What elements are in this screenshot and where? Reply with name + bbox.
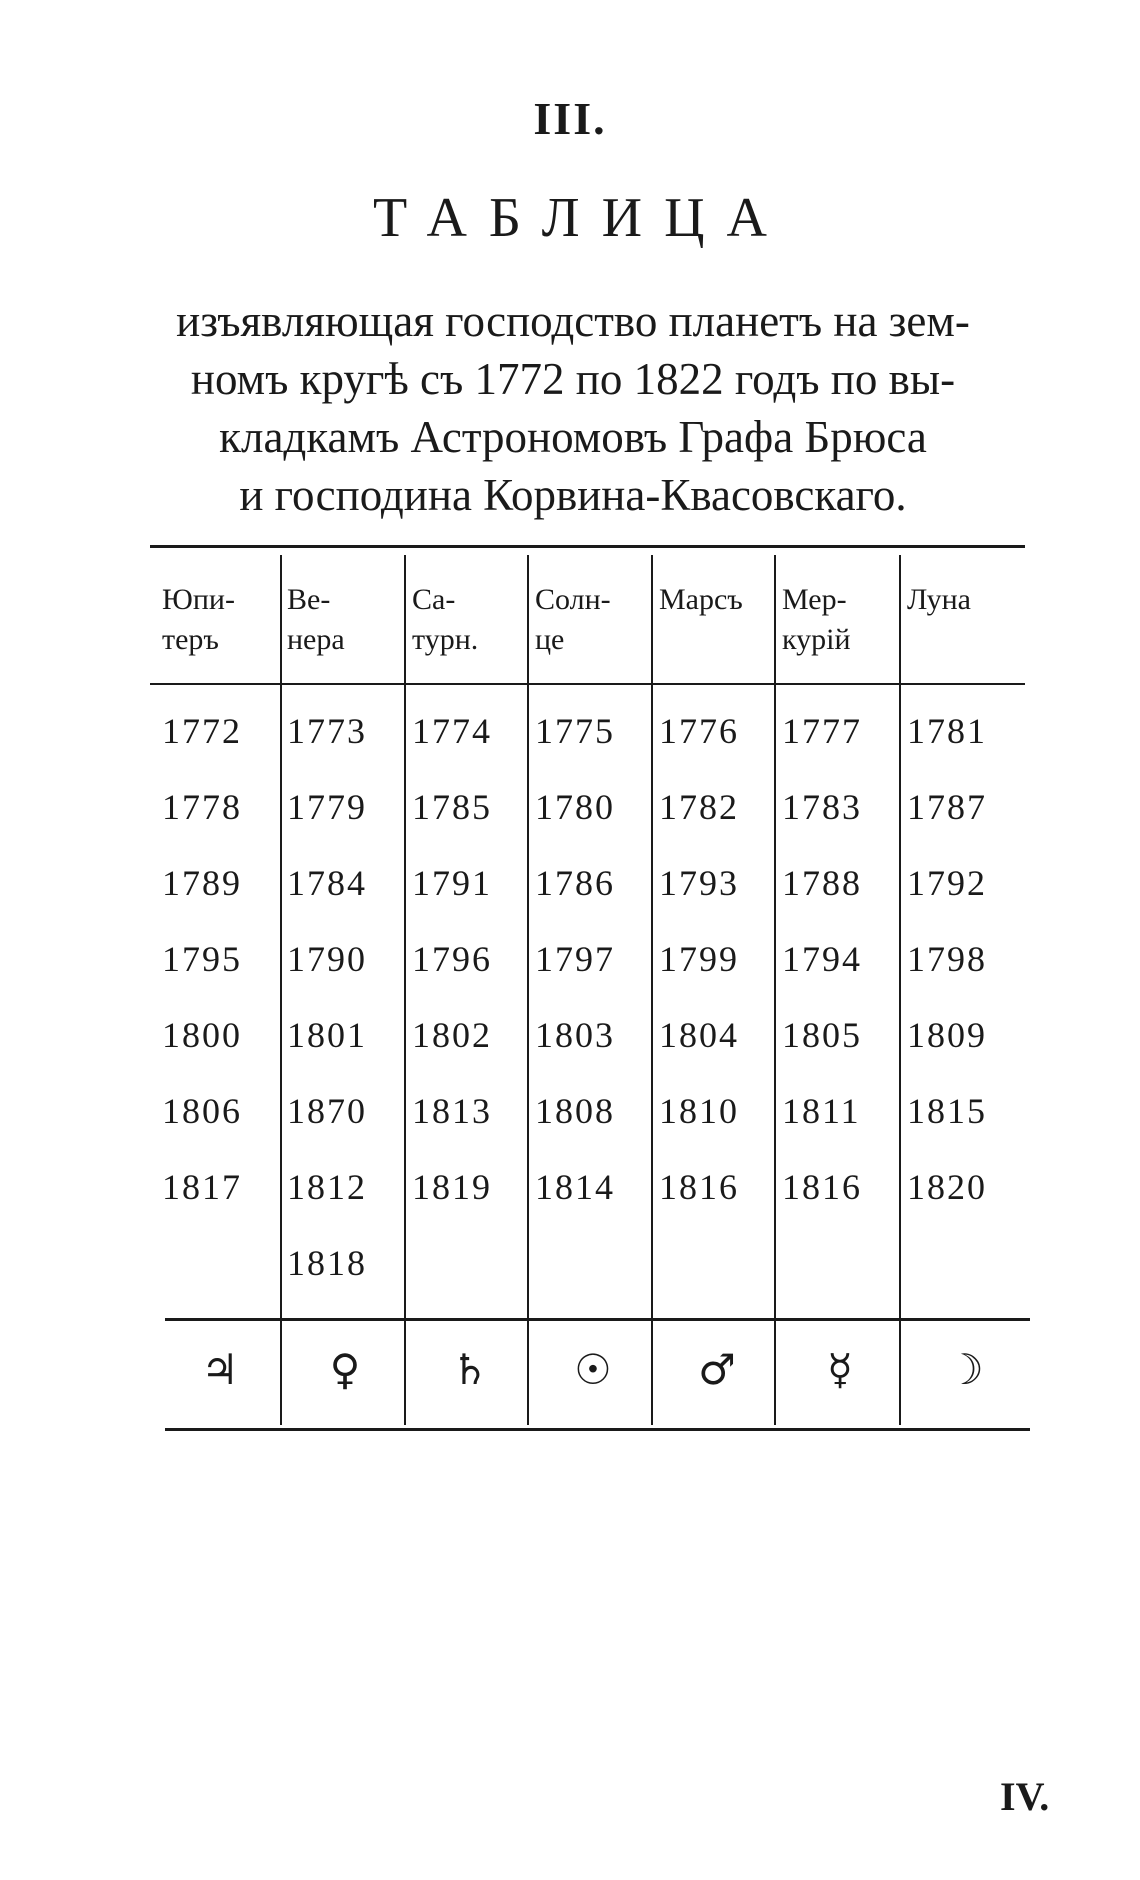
table-cell: 1788: [782, 863, 862, 903]
column-header-line: Марсъ: [659, 583, 743, 616]
column-divider: [899, 555, 901, 1425]
column-header-line: курій: [782, 623, 851, 656]
mercury-icon: ☿: [827, 1345, 853, 1394]
table-cell: 1800: [162, 1015, 242, 1055]
table-cell: 1785: [412, 787, 492, 827]
column-header-line: нера: [287, 623, 345, 656]
table-cell: 1778: [162, 787, 242, 827]
column-divider: [527, 555, 529, 1425]
table-top-rule: [150, 545, 1025, 548]
table-cell: 1783: [782, 787, 862, 827]
column-header: [907, 580, 971, 620]
page-title: ТАБЛИЦА: [373, 187, 789, 249]
table-cell: 1796: [412, 939, 492, 979]
table-cell: 1812: [287, 1167, 367, 1207]
table-cell: 1870: [287, 1091, 367, 1131]
table-cell: 1798: [907, 939, 987, 979]
subtitle-line-3: кладкамъ Астрономовъ Графа Брюса: [219, 412, 927, 462]
table-cell: 1777: [782, 711, 862, 751]
table-cell: 1793: [659, 863, 739, 903]
column-header-line: турн.: [412, 623, 479, 656]
table-cell: 1780: [535, 787, 615, 827]
table-cell: 1813: [412, 1091, 492, 1131]
table-cell: 1794: [782, 939, 862, 979]
column-header-line: Мер-: [782, 583, 847, 616]
moon-icon: ☽: [946, 1345, 984, 1394]
column-header-line: Солн-: [535, 583, 611, 616]
table-cell: 1781: [907, 711, 987, 751]
column-header: [782, 580, 851, 660]
table-cell: 1787: [907, 787, 987, 827]
column-header: [287, 580, 345, 660]
table-cell: 1820: [907, 1167, 987, 1207]
column-divider: [651, 555, 653, 1425]
page-number: III.: [533, 93, 607, 144]
table-cell: 1784: [287, 863, 367, 903]
table-cell: 1792: [907, 863, 987, 903]
subtitle-line-2: номъ кругѣ съ 1772 по 1822 годъ по вы-: [190, 354, 956, 404]
table-cell: 1772: [162, 711, 242, 751]
table-cell: 1816: [659, 1167, 739, 1207]
mars-icon: ♂: [698, 1345, 736, 1394]
sun-icon: ☉: [574, 1345, 612, 1394]
table-cell: 1773: [287, 711, 367, 751]
table-cell: 1810: [659, 1091, 739, 1131]
table-cell: 1811: [782, 1091, 861, 1131]
table-cell: 1779: [287, 787, 367, 827]
table-cell: 1806: [162, 1091, 242, 1131]
table-bottom-rule: [165, 1428, 1030, 1431]
table-cell: 1790: [287, 939, 367, 979]
column-divider: [404, 555, 406, 1425]
jupiter-icon: ♃: [201, 1345, 239, 1394]
column-header: [412, 580, 478, 660]
column-header-line: теръ: [162, 623, 219, 656]
table-cell: 1799: [659, 939, 739, 979]
venus-icon: ♀: [329, 1345, 361, 1394]
table-cell: 1774: [412, 711, 492, 751]
table-cell: 1789: [162, 863, 242, 903]
table-cell: 1815: [907, 1091, 987, 1131]
table-cell: 1775: [535, 711, 615, 751]
table-cell: 1802: [412, 1015, 492, 1055]
table-cell: 1819: [412, 1167, 492, 1207]
table-cell: 1809: [907, 1015, 987, 1055]
table-cell: 1782: [659, 787, 739, 827]
table-cell: 1816: [782, 1167, 862, 1207]
column-divider: [774, 555, 776, 1425]
column-header-line: Юпи-: [162, 583, 235, 616]
table-cell: 1795: [162, 939, 242, 979]
table-cell: 1803: [535, 1015, 615, 1055]
column-header-line: Луна: [907, 583, 971, 616]
table-cell: 1791: [412, 863, 492, 903]
column-header: [162, 580, 235, 660]
column-header-line: Ве-: [287, 583, 331, 616]
table-cell: 1776: [659, 711, 739, 751]
subtitle-line-1: изъявляющая господство планетъ на зем-: [176, 296, 970, 346]
next-page-number: IV.: [1000, 1774, 1050, 1819]
subtitle-line-4: и господина Корвина-Квасовскаго.: [239, 470, 907, 520]
column-header: [535, 580, 611, 660]
table-cell: 1801: [287, 1015, 367, 1055]
table-cell: 1797: [535, 939, 615, 979]
table-cell: 1786: [535, 863, 615, 903]
table-cell: 1818: [287, 1243, 367, 1283]
table-cell: 1804: [659, 1015, 739, 1055]
column-header-line: це: [535, 623, 565, 656]
table-cell: 1817: [162, 1167, 242, 1207]
column-header-line: Са-: [412, 583, 456, 616]
table-cell: 1814: [535, 1167, 615, 1207]
saturn-icon: ♄: [451, 1345, 489, 1394]
table-cell: 1808: [535, 1091, 615, 1131]
column-divider: [280, 555, 282, 1425]
table-cell: 1805: [782, 1015, 862, 1055]
column-header: [659, 580, 743, 620]
subtitle: [108, 292, 1038, 524]
